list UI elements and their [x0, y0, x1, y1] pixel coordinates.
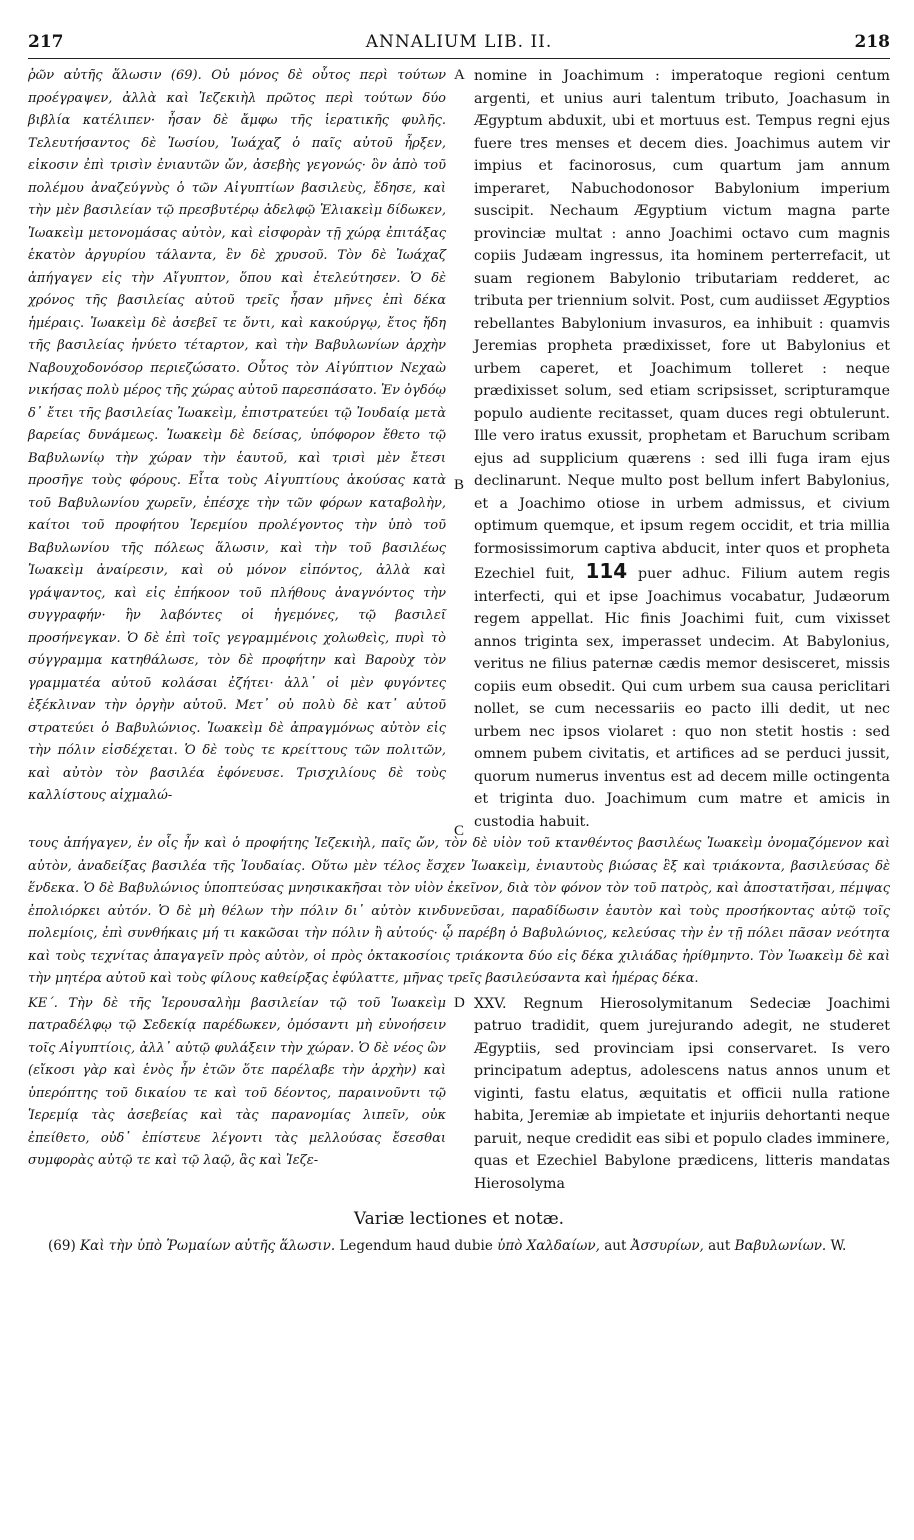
footnote-signature: W.: [830, 1238, 847, 1254]
latin-paragraph-1: [474, 65, 890, 833]
margin-column-1: [446, 65, 474, 839]
latin-column-1: [474, 65, 890, 833]
footnote-greek-c: Βαβυλωνίων.: [734, 1238, 827, 1254]
latin-text-1a: nomine in Joachimum : imperatoque regioni centum argenti, et unius auri talentum tributo, Joachasum in Ægyptum abduxit, ubi et mortuus est. Tempus regni ejus fuere tres menses et decem dies. Joachimus autem vir impius et facinorosus, cum quartum jam annum imperaret, Nabuchodonosor Babylonium imperium suscipit. Nechaum Ægyptium victum magna parte provinciæ multat : anno Joachimi octavo cum magnis copiis Judæam ingressus, ita hominem perterrefacit, ut suam regionem Babylonio tributariam redderet, ac tributa per triennium solvit. Post, cum audiisset Ægyptios rebellantes Babylonium invasuros, ea inhibuit : quamvis Jeremias propheta prædixisset, fore ut Babylonius et urbem caperet, et Joachimum tolleret : neque prædixisset solum, sed etiam scripsisset, scripturamque populo audiente recitasset, quam duces regi obtulerunt. Ille vero iratus exussit, prophetam et Baruchum scribam ejus ad supplicium quærens : sed illi fuga iram ejus declinarunt. Neque multo post bellum infert Babylonius, et a Joachimo otiose in urbem admissus, et civium optimum quemque, et ipsum regem occidit, et tria millia formosissimorum captiva abducit, inter quos et propheta Ezechiel fuit,: [474, 68, 890, 582]
running-title: ANNALIUM LIB. II.: [365, 32, 553, 52]
footnote-number: (69): [48, 1238, 76, 1254]
notes-heading: Variæ lectiones et notæ.: [353, 1209, 565, 1229]
section-1-columns: [28, 65, 891, 839]
margin-letter-b: B: [454, 477, 465, 493]
greek-text-1: ῥῶν αὐτῆς ἅλωσιν (69). Οὐ μόνος δὲ οὗτος περὶ τούτων προέγραψεν, ἀλλὰ καὶ Ἰεζεκιὴλ πρῶτος περὶ τούτων δύο βιβλία κατέλιπεν· ἦσαν δὲ ἄμφω τῆς ἱερατικῆς φυλῆς. Τελευτήσαντος δὲ Ἰωσίου, Ἰωάχαζ ὁ παῖς αὐτοῦ ἦρξεν, εἰκοσιν ἐπὶ τρισὶν ἐνιαυτῶν ὤν, ἀσεβὴς γεγονώς· ὃν ἀπὸ τοῦ πολέμου ἀναζεύγνὺς ὁ τῶν Αἰγυπτίων βασιλεὺς, ἔδησε, καὶ τὴν μὲν βασιλείαν τῷ πρεσβυτέρῳ ἀδελφῷ Ἐλιακεὶμ δίδωκεν, Ἰωακεὶμ μετονομάσας αὐτὸν, καὶ εἰσφορὰν τῇ χώρᾳ ἐπιτάξας ἑκατὸν ἀργυρίου τάλαντα, ἓν δὲ χρυσοῦ. Τὸν δὲ Ἰωάχαζ ἀπήγαγεν εἰς τὴν Αἴγυπτον, ὅπου καὶ ἐτελεύτησεν. Ὁ δὲ χρόνος τῆς βασιλείας αὐτοῦ τρεῖς ἦσαν μῆνες ἐπὶ δέκα ἡμέραις. Ἰωακεὶμ δὲ ἀσεβεῖ τε ὄντι, καὶ κακούργῳ, ἔτος ἤδη τῆς βασιλείας ἠνύετο τέταρτον, καὶ τὴν Βαβυλωνίων ἀρχὴν Ναβουχοδονόσορ περιεζώσατο. Οὗτος τὸν Αἰγύπτιον Νεχαὼ νικήσας πολὺ μέρος τῆς χώρας αὐτοῦ παρεσπάσατο. Ἐν ὀγδόῳ δ᾽ ἔτει τῆς βασιλείας Ἰωακεὶμ, ἐπιστρατεύει τῷ Ἰουδαίᾳ μετὰ βαρείας δυνάμεως. Ἰωακεὶμ δὲ δείσας, ὑπόφορον ἔθετο τῷ Βαβυλωνίῳ τὴν χώραν τὴν ἑαυτοῦ, καὶ τρισὶ μὲν ἔτεσι προσῆγε τοὺς φόρους. Εἶτα τοὺς Αἰγυπτίους ἀκούσας κατὰ τοῦ Βαβυλωνίου χωρεῖν, ἐπέσχε τὴν τῶν φόρων καταβολὴν, καίτοι τοῦ προφήτου Ἱερεμίου προλέγοντος τὴν ὑπὸ τοῦ Βαβυλωνίου τῆς πόλεως ἅλωσιν, καὶ τὴν τοῦ βασιλέως Ἰωακεὶμ ἀναίρεσιν, καὶ οὐ μόνον εἰπόντος, ἀλλὰ καὶ γράψαντος, καὶ εἰς ἐπήκοον τοῦ πλήθους ἀναγνόντος τὴν συγγραφήν· ἣν λαβόντες οἱ ἡγεμόνες, τῷ βασιλεῖ προσήνεγκαν. Ὁ δὲ ἐπὶ τοῖς γεγραμμένοις χολωθεὶς, πυρὶ τὸ σύγγραμμα κατηθάλωσε, τὸν δὲ προφήτην καὶ Βαροὺχ τὸν γραμματέα αὐτοῦ κολάσαι ἐζήτει· ἀλλ᾽ οἱ μὲν φυγόντες ἐξέκλιναν τὴν ὀργὴν αὐτοῦ. Μετ᾽ οὐ πολὺ δὲ κατ᾽ αὐτοῦ στρατεύει ὁ Βαβυλώνιος. Ἰωακεὶμ δὲ ἀπραγμόνως αὐτὸν εἰς τὴν πόλιν εἰσδέχεται. Ὁ δὲ τοὺς τε κρείττους τῶν πολιτῶν, καὶ αὐτὸν τὸν βασιλέα ἐφόνευσε. Τρισχιλίους δὲ τοὺς καλλίστους αἰχμαλώ-: [28, 68, 446, 803]
page: [28, 32, 890, 1256]
section-2-columns: [28, 993, 890, 1196]
greek-column-1: [28, 65, 446, 833]
page-number-left: 217: [28, 32, 64, 52]
footnote-greek-b: Ἀσσυρίων,: [630, 1238, 704, 1254]
margin-column-2: [446, 993, 474, 1196]
footnote-lemma: Καὶ τὴν ὑπὸ Ῥωμαίων αὐτῆς ἅλωσιν.: [80, 1238, 336, 1254]
page-number-right: 218: [854, 32, 890, 52]
footnote-69: [28, 1237, 890, 1256]
greek-column-2: [28, 993, 446, 1196]
margin-letter-c: C: [454, 823, 465, 839]
footnote-text-a: Legendum haud dubie: [339, 1238, 493, 1254]
latin-text-1b: puer adhuc. Filium autem regis interfecti, qui et ipse Joachimus vocabatur, Judæorum regem appellat. Hic finis Joachimi fuit, cum vixisset annos triginta sex, imperasset undecim. At Babylonius, veritus ne filius paternæ cædis memor desisceret, missis copiis eum obsedit. Qui cum urbem sua causa periclitari nollet, se cum necessariis eo pacto illi dedit, ut nec urbem nec ipsos violaret : quo non stetit hostis : sed omnem pubem civitatis, et artifices ad se perduci jussit, quorum numerus inventus est ad decem mille octingenta et triginta duo. Joachimum cum matre et amicis in custodia habuit.: [474, 566, 891, 830]
running-header: [28, 32, 890, 59]
latin-column-2: [474, 993, 890, 1196]
margin-letter-a: A: [454, 67, 465, 83]
footnote-text-b: aut: [604, 1238, 627, 1254]
margin-letter-d: D: [454, 994, 465, 1011]
latin-text-2: XXV. Regnum Hierosolymitanum Sedeciæ Joachimi patruo tradidit, quem jurejurando adegit, ne studeret Ægyptiis, sed provinciam ipsi conservaret. Is vero principatum adeptus, adolescens natus annos unum et viginti, fastu elatus, æquitatis et officii nulla ratione habita, Jeremiæ ab impietate et injuriis dehortanti neque paruit, neque credidit eas sibi et populo clades imminere, quas et Ezechiel Babylone prædicens, litteris mandatas Hierosolyma: [474, 995, 890, 1192]
footnote-greek-a: ὑπὸ Χαλδαίων,: [497, 1238, 600, 1254]
full-width-greek-text: τους ἀπήγαγεν, ἐν οἷς ἦν καὶ ὁ προφήτης Ἰεζεκιὴλ, παῖς ὤν, τὸν δὲ υἱὸν τοῦ κτανθέντος βασιλέως Ἰωακεὶμ ὀνομαζόμενον καὶ αὐτὸν, ἀναδείξας βασιλέα τῆς Ἰουδαίας. Οὕτω μὲν τέλος ἔσχεν Ἰωακεὶμ, ἐνιαυτοὺς βιώσας ἓξ καὶ τριάκοντα, βασιλεύσας δὲ ἕνδεκα. Ὁ δὲ Βαβυλώνιος ὑποπτεύσας μνησικακῆσαι τὸν υἱὸν ἐκεῖνον, διὰ τὸν φόνον τὸν τοῦ πατρὸς, καὶ ἀποστατῆσαι, πέμψας ἐπολιόρκει αὐτόν. Ὁ δὲ μὴ θέλων τὴν πόλιν δι᾽ αὐτὸν κινδυνεῦσαι, παραδίδωσιν ἑαυτὸν καὶ τοὺς προσήκοντας αὐτῷ τοῖς πολεμίοις, ἐπὶ συνθήκαις μή τι κακῶσαι τὴν πόλιν ἢ αὐτούς· ᾧ παρέβη ὁ Βαβυλώνιος, κελεύσας τὴν ἐν τῇ πόλει πᾶσαν νεότητα καὶ τοὺς τεχνίτας ἀπαγαγεῖν πρὸς αὐτὸν, οἱ πρὸς ὀκτακοσίοις τριάκοντα δύο εἰς δέκα χιλιάδας ἠρίθμηντο. Τὸν Ἰωακεὶμ δὲ καὶ τὴν μητέρα αὐτοῦ καὶ τοὺς φίλους καθείρξας ἐφύλαττε, μῆνας τρεῖς βασιλεύσαντα καὶ ἡμέρας δέκα.: [28, 836, 890, 986]
column-number-marker: 114: [585, 559, 628, 583]
footnote-text-c: aut: [708, 1238, 731, 1254]
greek-text-2: ΚΕ´. Τὴν δὲ τῆς Ἱερουσαλὴμ βασιλείαν τῷ τοῦ Ἰωακεὶμ πατραδέλφῳ τῷ Σεδεκίᾳ παρέδωκεν, ὀμόσαντι μὴ εὐνοήσειν τοῖς Αἰγυπτίοις, ἀλλ᾽ αὐτῷ φυλάξειν τὴν χώραν. Ὁ δὲ νέος ὢν (εἴκοσι γὰρ καὶ ἑνὸς ἦν ἐτῶν ὅτε παρέλαβε τὴν ἀρχὴν) καὶ ὑπερόπτης τοῦ δικαίου τε καὶ τοῦ δέοντος, παραινοῦντι τῷ Ἱερεμίᾳ τὰς ἀσεβείας καὶ τὰς παρανομίας λιπεῖν, οὐκ ἐπείθετο, οὐδ᾽ ἐπίστευε λέγοντι τὰς μελλούσας ἔσεσθαι συμφορὰς αὐτῷ τε καὶ τῷ λαῷ, ἃς καὶ Ἰεζε-: [28, 995, 446, 1168]
